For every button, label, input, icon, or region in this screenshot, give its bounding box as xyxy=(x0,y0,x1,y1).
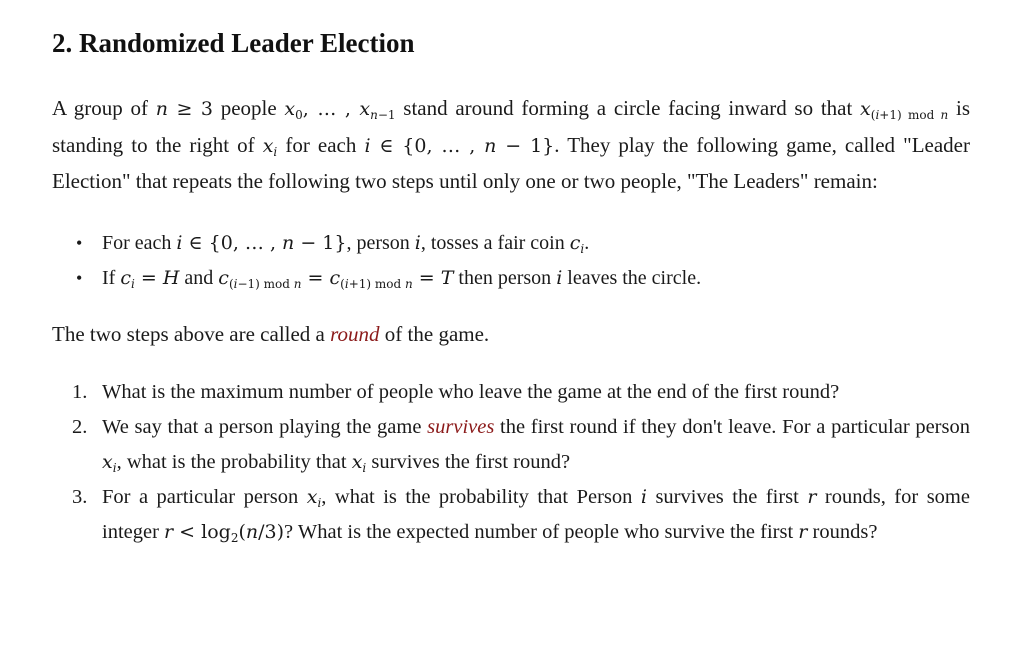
math-r: r xyxy=(798,520,808,543)
math-r: r xyxy=(807,485,817,508)
math-i-in-set: i xyxy=(176,231,183,254)
math-i-in-set: i xyxy=(364,134,371,157)
bullet-icon: • xyxy=(76,232,83,253)
math-x-i: x xyxy=(306,485,318,508)
math-i: i xyxy=(640,485,647,508)
round-term: round xyxy=(330,321,380,346)
math-c-i-eq-h: c xyxy=(120,266,131,289)
intro-paragraph: A group of n ≥ 3 people x0, … , $x_n-1$ stand around forming a circle facing inward so that $x(_i+1)$ mod $_n$ is standing to the right of $x_i$ for each i ∈ {0, … , n − 1}. They play the following game, called "Leader Election" that repeats the following two steps until only one or two people, "The Leaders" remain: xyxy=(52,96,971,193)
list-item: • For each i ∈ {0, … , n − 1}, person i, tosses a fair coin $c_i$. xyxy=(76,226,970,261)
math-r-lt-log: r xyxy=(164,520,174,543)
list-item: 1. What is the maximum number of people who leave the game at the end of the first round? xyxy=(72,375,970,410)
math-x-i: x xyxy=(262,134,274,157)
math-i: i xyxy=(556,266,563,289)
questions-list xyxy=(52,375,970,550)
problem-page xyxy=(52,24,970,550)
list-item: • If $c_i = H$ and $c_{(i-1) mod}$ $_n = c_{(i+1) mod}$ $_n$ = T then person i leaves the circle. xyxy=(76,261,970,296)
math-x-i-plus-1-mod-n: x xyxy=(860,98,871,120)
math-i: i xyxy=(414,231,421,254)
round-definition: The two steps above are called a round of the game. xyxy=(52,321,490,346)
game-steps-list xyxy=(52,226,970,296)
section-title: 2. Randomized Leader Election xyxy=(52,28,415,58)
math-neighbors-eq-t: c xyxy=(218,266,229,289)
math-x-i: x xyxy=(102,450,113,473)
math-x-sequence: x xyxy=(284,98,296,120)
question-number: 1. xyxy=(72,380,88,403)
question-number: 3. xyxy=(72,485,88,508)
list-item: 3. For a particular person $x_i$, what is the probability that Person i survives the first r rounds, for some integer r < log2(n/3)? What is the expected number of people who survive the first r rounds? xyxy=(72,480,970,550)
math-x-i: x xyxy=(351,450,363,473)
list-item: 2. We say that a person playing the game survives the first round if they don't leave. For a particular person $x_i$, what is the probability that $x_i$ survives the first round? xyxy=(72,410,970,480)
question-number: 2. xyxy=(72,415,88,438)
survives-term: survives xyxy=(427,415,495,438)
bullet-icon: • xyxy=(76,267,83,288)
math-n-ge-3: n xyxy=(155,98,168,120)
math-c-i: c xyxy=(569,231,581,254)
